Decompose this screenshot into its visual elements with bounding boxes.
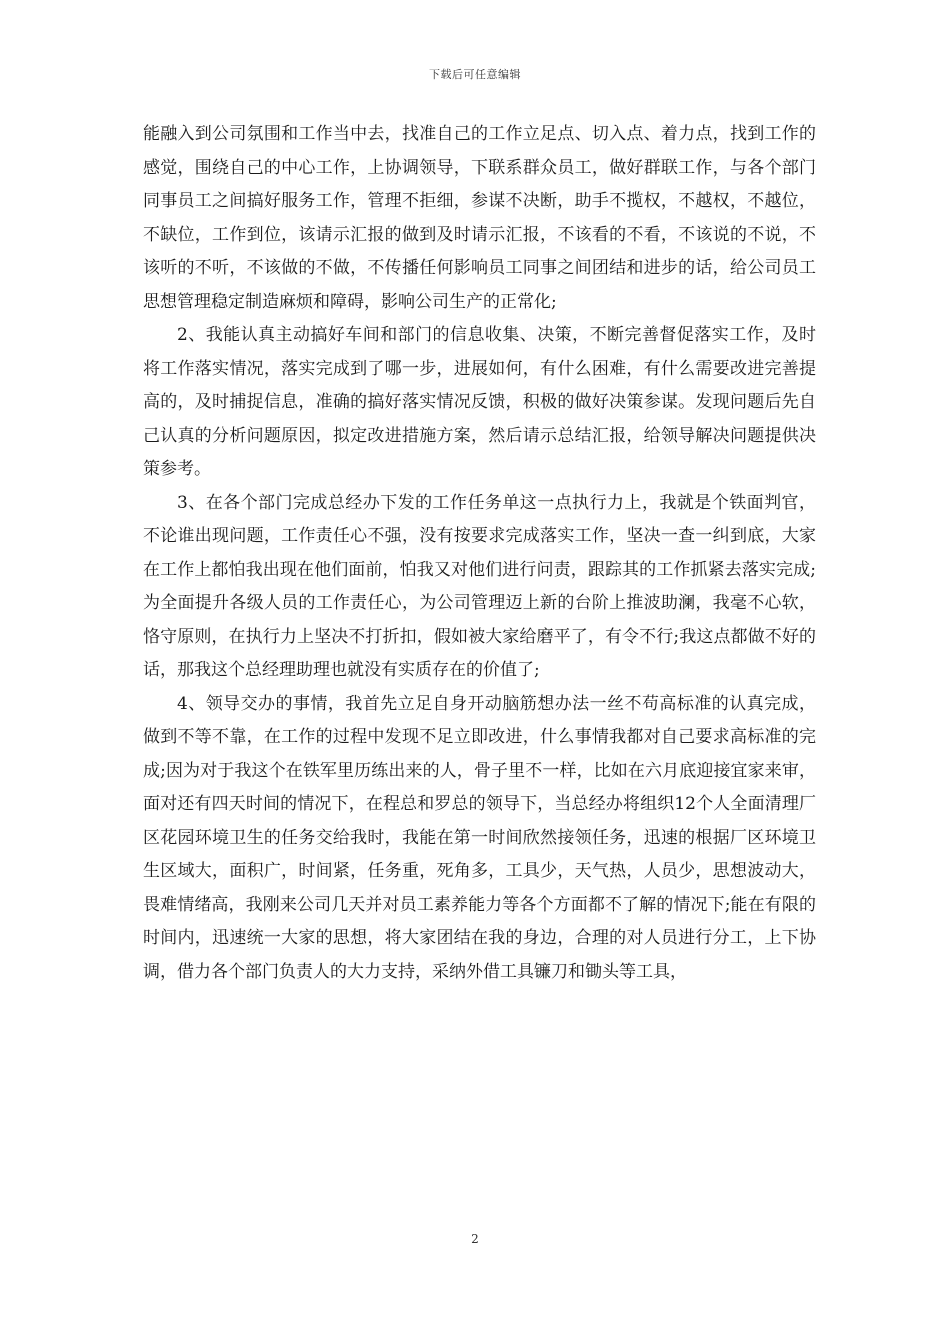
paragraph-item-2: 2、我能认真主动搞好车间和部门的信息收集、决策，不断完善督促落实工作，及时将工作落实情况，落实完成到了哪一步，进展如何，有什么困难，有什么需要改进完善提高的，及时捕捉信息，准确的搞好落实情况反馈，积极的做好决策参谋。发现问题后先自己认真的分析问题原因，拟定改进措施方案，然后请示总结汇报，给领导解决问题提供决策参考。: [143, 325, 816, 479]
paragraph-item-4: 4、领导交办的事情，我首先立足自身开动脑筋想办法一丝不苟高标准的认真完成，做到不等不靠，在工作的过程中发现不足立即改进，什么事情我都对自己要求高标准的完成;因为对于我这个在铁军里历练出来的人，骨子里不一样，比如在六月底迎接宜家来审，面对还有四天时间的情况下，在程总和罗总的领导下，当总经办将组织12个人全面清理厂区花园环境卫生的任务交给我时，我能在第一时间欣然接领任务，迅速的根据厂区环境卫生区域大，面积广，时间紧，任务重，死角多，工具少，天气热，人员少，思想波动大，畏难情绪高，我刚来公司几天并对员工素养能力等各个方面都不了解的情况下;能在有限的时间内，迅速统一大家的思想，将大家团结在我的身边，合理的对人员进行分工，上下协调，借力各个部门负责人的大力支持，采纳外借工具镰刀和锄头等工具，: [143, 693, 816, 982]
page-number: 2: [471, 1232, 479, 1246]
paragraph-continuation: 能融入到公司氛围和工作当中去，找准自己的工作立足点、切入点、着力点，找到工作的感觉，围绕自己的中心工作，上协调领导，下联系群众员工，做好群联工作，与各个部门同事员工之间搞好服务工作，管理不拒细，参谋不决断，助手不揽权，不越权，不越位，不缺位，工作到位，该请示汇报的做到及时请示汇报，不该看的不看，不该说的不说，不该听的不听，不该做的不做，不传播任何影响员工同事之间团结和进步的话，给公司员工思想管理稳定制造麻烦和障碍，影响公司生产的正常化;: [143, 124, 816, 312]
page-header: 下载后可任意编辑: [429, 68, 521, 81]
document-body: [143, 118, 816, 989]
paragraph-item-3: 3、在各个部门完成总经办下发的工作任务单这一点执行力上，我就是个铁面判官，不论谁出现问题，工作责任心不强，没有按要求完成落实工作，坚决一查一纠到底，大家在工作上都怕我出现在他们面前，怕我又对他们进行问责，跟踪其的工作抓紧去落实完成;为全面提升各级人员的工作责任心，为公司管理迈上新的台阶上推波助澜，我毫不心软，恪守原则，在执行力上坚决不打折扣，假如被大家给磨平了，有令不行;我这点都做不好的话，那我这个总经理助理也就没有实质存在的价值了;: [143, 492, 816, 680]
